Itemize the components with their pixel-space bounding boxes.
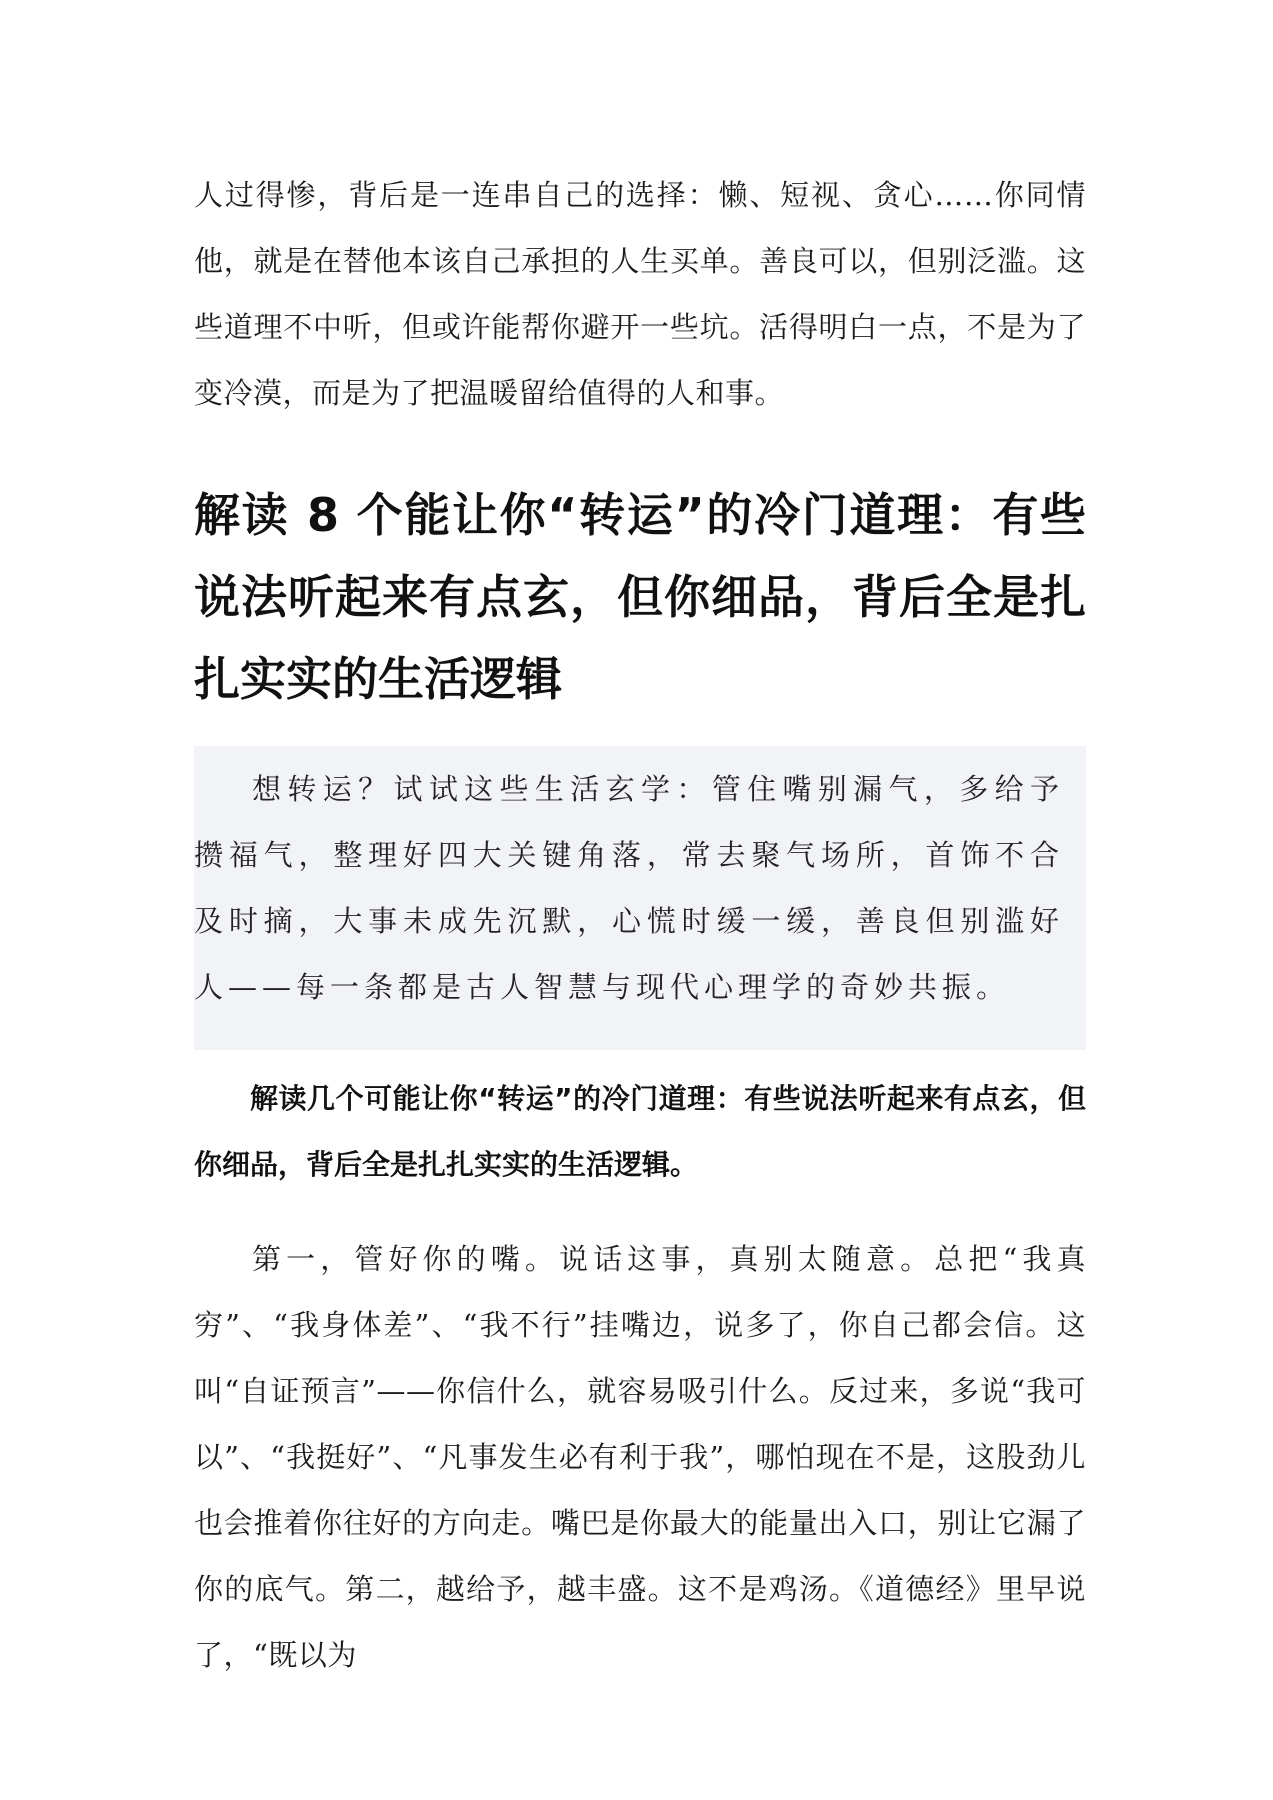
summary-box xyxy=(194,746,1086,1050)
lead-paragraph: 解读几个可能让你“转运”的冷门道理：有些说法听起来有点玄，但你细品，背后全是扎扎实实的生活逻辑。 xyxy=(194,1082,1086,1181)
intro-paragraph: 人过得惨，背后是一连串自己的选择：懒、短视、贪心……你同情他，就是在替他本该自己承担的人生买单。善良可以，但别泛滥。这些道理不中听，但或许能帮你避开一些坑。活得明白一点，不是为了变冷漠，而是为了把温暖留给值得的人和事。 xyxy=(194,178,1086,410)
article-title: 解读 8 个能让你“转运”的冷门道理：有些说法听起来有点玄，但你细品，背后全是扎扎实实的生活逻辑 xyxy=(194,488,1086,706)
document-page xyxy=(194,162,1086,1688)
summary-paragraph: 想转运？试试这些生活玄学：管住嘴别漏气，多给予攒福气，整理好四大关键角落，常去聚气场所，首饰不合及时摘，大事未成先沉默，心慌时缓一缓，善良但别滥好人——每一条都是古人智慧与现代心理学的奇妙共振。 xyxy=(194,772,1064,1004)
body-paragraph: 第一，管好你的嘴。说话这事，真别太随意。总把“我真穷”、“我身体差”、“我不行”挂嘴边，说多了，你自己都会信。这叫“自证预言”——你信什么，就容易吸引什么。反过来，多说“我可以”、“我挺好”、“凡事发生必有利于我”，哪怕现在不是，这股劲儿也会推着你往好的方向走。嘴巴是你最大的能量出入口，别让它漏了你的底气。第二，越给予，越丰盛。这不是鸡汤。《道德经》里早说了，“既以为 xyxy=(194,1242,1086,1672)
